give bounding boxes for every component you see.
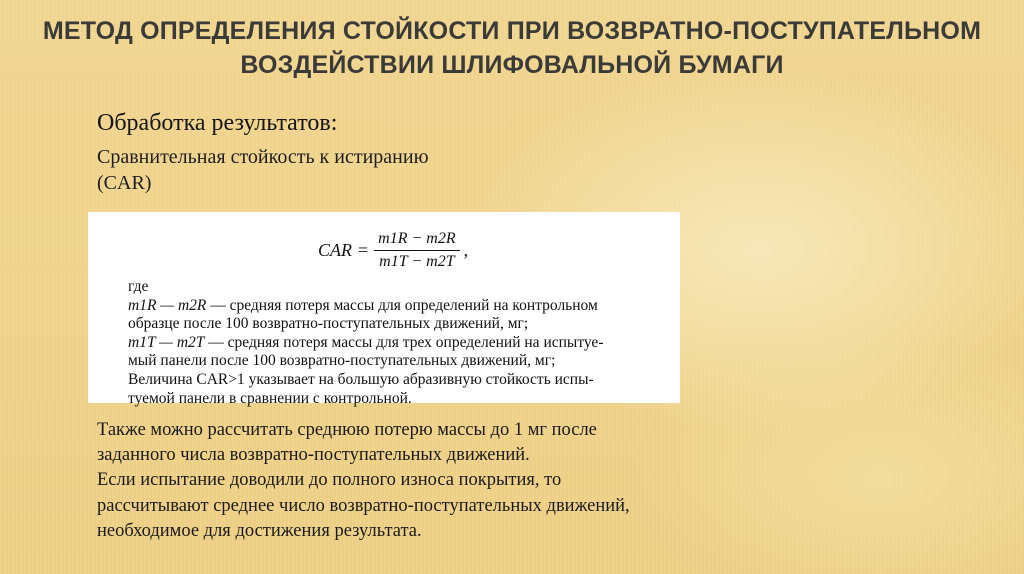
note-line-1: Величина CAR>1 указывает на большую абразивную стойкость испы- (128, 370, 594, 388)
where-label: где (128, 278, 149, 295)
definition-2-continued: мый панели после 100 возвратно-поступательных движений, мг; (128, 352, 556, 370)
definition-1-term: m1R — m2R (128, 296, 207, 314)
body-line-2: заданного числа возвратно-поступательных движений. (97, 445, 530, 466)
definition-1-continued: образце после 100 возвратно-поступательных движений, мг; (128, 315, 529, 333)
body-line-3: Если испытание доводили до полного износа покрытия, то (97, 470, 562, 491)
body-text (97, 418, 797, 544)
subheading-line-2: (CAR) (97, 172, 152, 194)
formula-definitions (128, 278, 676, 408)
definition-1-text: — средняя потеря массы для определений на контрольном (206, 296, 598, 314)
section-heading: Обработка результатов: (97, 110, 338, 136)
slide-title-line-1: МЕТОД ОПРЕДЕЛЕНИЯ СТОЙКОСТИ ПРИ ВОЗВРАТНО-ПОСТУПАТЕЛЬНОМ (42, 17, 982, 45)
car-formula (318, 222, 468, 278)
body-line-5: необходимое для достижения результата. (97, 520, 422, 541)
formula-lhs: CAR (318, 239, 352, 260)
formula-card (88, 212, 680, 407)
formula-denominator: m1T − m2T (379, 252, 455, 270)
formula-equals: = (358, 239, 369, 260)
subheading (97, 144, 429, 196)
formula-fraction (374, 230, 459, 271)
definition-2 (128, 334, 676, 353)
formula-trailing: , (463, 239, 469, 260)
definition-1 (128, 297, 676, 316)
formula-numerator: m1R − m2R (378, 229, 456, 247)
body-line-1: Также можно рассчитать среднюю потерю массы до 1 мг после (97, 420, 597, 440)
definition-2-term: m1T — m2T (128, 333, 205, 351)
subheading-line-1: Сравнительная стойкость к истиранию (97, 146, 429, 168)
definition-2-text: — средняя потеря массы для трех определений на испытуе- (204, 333, 604, 351)
slide-title-line-2: ВОЗДЕЙСТВИИ ШЛИФОВАЛЬНОЙ БУМАГИ (240, 51, 784, 79)
slide-title (40, 14, 984, 82)
body-line-4: рассчитывают среднее число возвратно-поступательных движений, (97, 495, 630, 516)
note-line-2: туемой панели в сравнении с контрольной. (128, 389, 412, 407)
